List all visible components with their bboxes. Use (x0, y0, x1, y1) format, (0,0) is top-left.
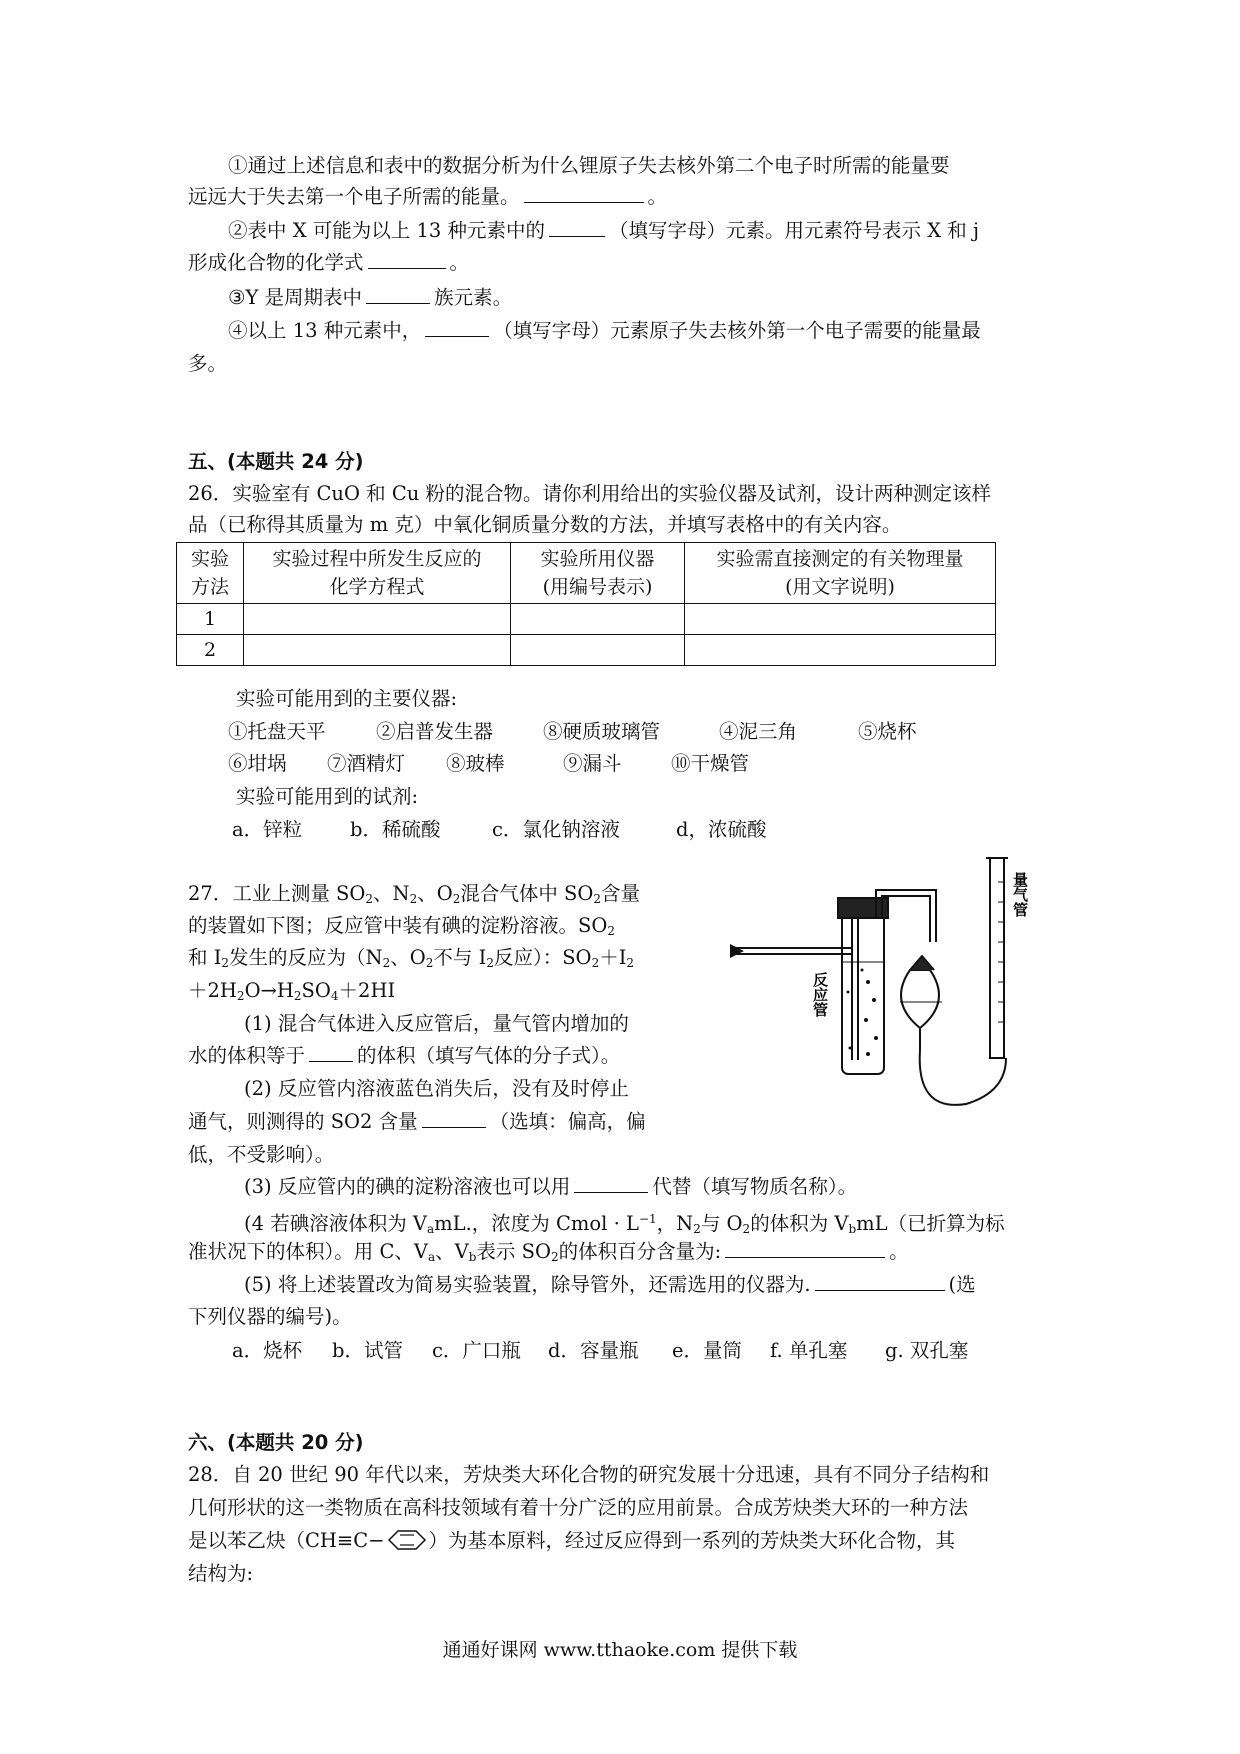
instrument-item: ⑦酒精灯 (327, 752, 406, 775)
instrument-item: ⑧玻棒 (446, 752, 505, 775)
instrument-item: ⑧硬质玻璃管 (543, 720, 661, 743)
q25-line-4: 形成化合物的化学式 。 (188, 251, 470, 274)
option-item: b．试管 (332, 1339, 403, 1362)
table-cell[interactable] (511, 604, 685, 635)
answer-blank[interactable] (574, 1174, 648, 1193)
measuring-tube (990, 858, 1004, 1058)
option-item: g. 双孔塞 (885, 1339, 969, 1362)
option-item: c．广口瓶 (432, 1339, 521, 1362)
answer-blank[interactable] (524, 184, 644, 203)
q25-line-6: ④以上 13 种元素中， （填写字母）元素原子失去核外第一个电子需要的能量最 (228, 319, 981, 342)
reagent-title: 实验可能用到的试剂: (236, 785, 419, 808)
q25-line-3: ②表中 X 可能为以上 13 种元素中的 （填写字母）元素。用元素符号表示 X 和 j (228, 219, 980, 242)
table-header-quantity: 实验需直接测定的有关物理量 (用文字说明) (685, 543, 996, 604)
table-header-apparatus: 实验所用仪器 (用编号表示) (511, 543, 685, 604)
q27-line-1: 27．工业上测量 $SO_2$、$N_2$、$O_2$混合气体中 $SO_2$含量 (188, 882, 641, 906)
q27-part-1a: (1) 混合气体进入反应管后，量气管内增加的 (244, 1012, 629, 1035)
answer-blank[interactable] (815, 1272, 945, 1291)
q25-line-7: 多。 (188, 352, 228, 375)
instrument-item: ②启普发生器 (376, 720, 494, 743)
fig-label-measuring-tube: 量气管 (1011, 872, 1029, 917)
q25-line-1: ①通过上述信息和表中的数据分析为什么锂原子失去核外第二个电子时所需的能量要 (228, 154, 950, 177)
table-header-method: 实验 方法 (177, 543, 244, 604)
leveling-bulb (901, 970, 939, 1028)
apparatus-figure (690, 852, 1060, 1114)
q27-part-2b: 通气，则测得的 SO2 含量 （选填：偏高，偏 (188, 1110, 646, 1133)
q28-line-1: 28．自 20 世纪 90 年代以来，芳炔类大环化合物的研究发展十分迅速，具有不同分子结构和 (188, 1463, 990, 1486)
instrument-item: ⑤烧杯 (858, 720, 917, 743)
q27-line-3: 和 $I_2$发生的反应为（$N_2$、$O_2$不与 $I_2$反应）：$SO_2+I_2$ (188, 946, 635, 970)
q26-line-2: 品（已称得其质量为 m 克）中氧化铜质量分数的方法，并填写表格中的有关内容。 (188, 513, 902, 536)
table-header-equation: 实验过程中所发生反应的 化学方程式 (244, 543, 511, 604)
q28-line-4: 结构为: (188, 1562, 254, 1585)
answer-blank[interactable] (422, 1109, 486, 1128)
q27-part-2a: (2) 反应管内溶液蓝色消失后，没有及时停止 (244, 1077, 629, 1100)
stopper (838, 898, 888, 918)
q27-line-4: $+2H_2O\to H_2SO_4+2HI$ (188, 979, 396, 1003)
reagent-item: b．稀硫酸 (350, 818, 441, 841)
instrument-item: ⑨漏斗 (563, 752, 622, 775)
q28-line-3: 是以苯乙炔（CH≡C− ）为基本原料，经过反应得到一系列的芳炔类大环化合物，其 (188, 1529, 956, 1552)
table-cell[interactable] (685, 604, 996, 635)
option-item: f. 单孔塞 (770, 1339, 848, 1362)
section-6-heading: 六、(本题共 20 分) (188, 1431, 364, 1454)
instrument-title: 实验可能用到的主要仪器: (236, 687, 458, 710)
q28-line-2: 几何形状的这一类物质在高科技领域有着十分广泛的应用前景。合成芳炔类大环的一种方法 (188, 1496, 969, 1519)
table-row-label: 1 (177, 604, 244, 635)
instrument-item: ①托盘天平 (228, 720, 326, 743)
answer-blank[interactable] (366, 285, 430, 304)
page-footer: 通通好课网 www.tthaoke.com 提供下载 (442, 1639, 798, 1661)
reagent-item: a．锌粒 (232, 818, 303, 841)
benzene-ring-icon (385, 1529, 429, 1551)
q25-line-2: 远远大于失去第一个电子所需的能量。 。 (188, 185, 668, 208)
table-cell[interactable] (244, 635, 511, 666)
instrument-item: ⑩干燥管 (671, 752, 750, 775)
answer-blank[interactable] (309, 1043, 353, 1062)
q27-part-4b: 准状况下的体积）。用 C、$V_a$、$V_b$表示 $SO_2$的体积百分含量为: 。 (188, 1240, 909, 1264)
reagent-item: c．氯化钠溶液 (492, 818, 620, 841)
experiment-table (176, 542, 996, 666)
q27-part-2c: 低，不受影响）。 (188, 1143, 335, 1166)
answer-blank[interactable] (425, 318, 489, 337)
option-item: e．量筒 (672, 1339, 743, 1362)
table-cell[interactable] (685, 635, 996, 666)
q27-part-4a: (4 若碘溶液体积为 $V_amL$.，浓度为 Cmol · $L^{-1}$，$N_2$与 $O_2$的体积为 $V_bmL$（已折算为标 (244, 1212, 1005, 1236)
table-row-label: 2 (177, 635, 244, 666)
table-cell[interactable] (244, 604, 511, 635)
answer-blank[interactable] (725, 1239, 885, 1258)
option-item: a．烧杯 (232, 1339, 303, 1362)
instrument-item: ④泥三角 (719, 720, 798, 743)
q26-line-1: 26．实验室有 CuO 和 Cu 粉的混合物。请你利用给出的实验仪器及试剂，设计两种测定该样 (188, 482, 992, 505)
q27-line-2: 的装置如下图；反应管中装有碘的淀粉溶液。$SO_2$ (188, 914, 615, 938)
section-5-heading: 五、(本题共 24 分) (188, 450, 364, 473)
fig-label-reaction-tube: 反应管 (811, 972, 829, 1017)
answer-blank[interactable] (368, 250, 446, 269)
q27-part-1b: 水的体积等于 的体积（填写气体的分子式）。 (188, 1044, 621, 1067)
q27-part-5b: 下列仪器的编号)。 (188, 1305, 352, 1328)
reagent-item: d，浓硫酸 (676, 818, 767, 841)
option-item: d．容量瓶 (548, 1339, 639, 1362)
q25-line-5: ③Y 是周期表中 族元素。 (228, 286, 513, 309)
answer-blank[interactable] (549, 218, 605, 237)
instrument-item: ⑥坩埚 (228, 752, 287, 775)
q27-part-3: (3) 反应管内的碘的淀粉溶液也可以用 代替（填写物质名称）。 (244, 1175, 858, 1198)
q27-part-5a: (5) 将上述装置改为简易实验装置，除导管外，还需选用的仪器为. (选 (244, 1273, 976, 1296)
table-cell[interactable] (511, 635, 685, 666)
